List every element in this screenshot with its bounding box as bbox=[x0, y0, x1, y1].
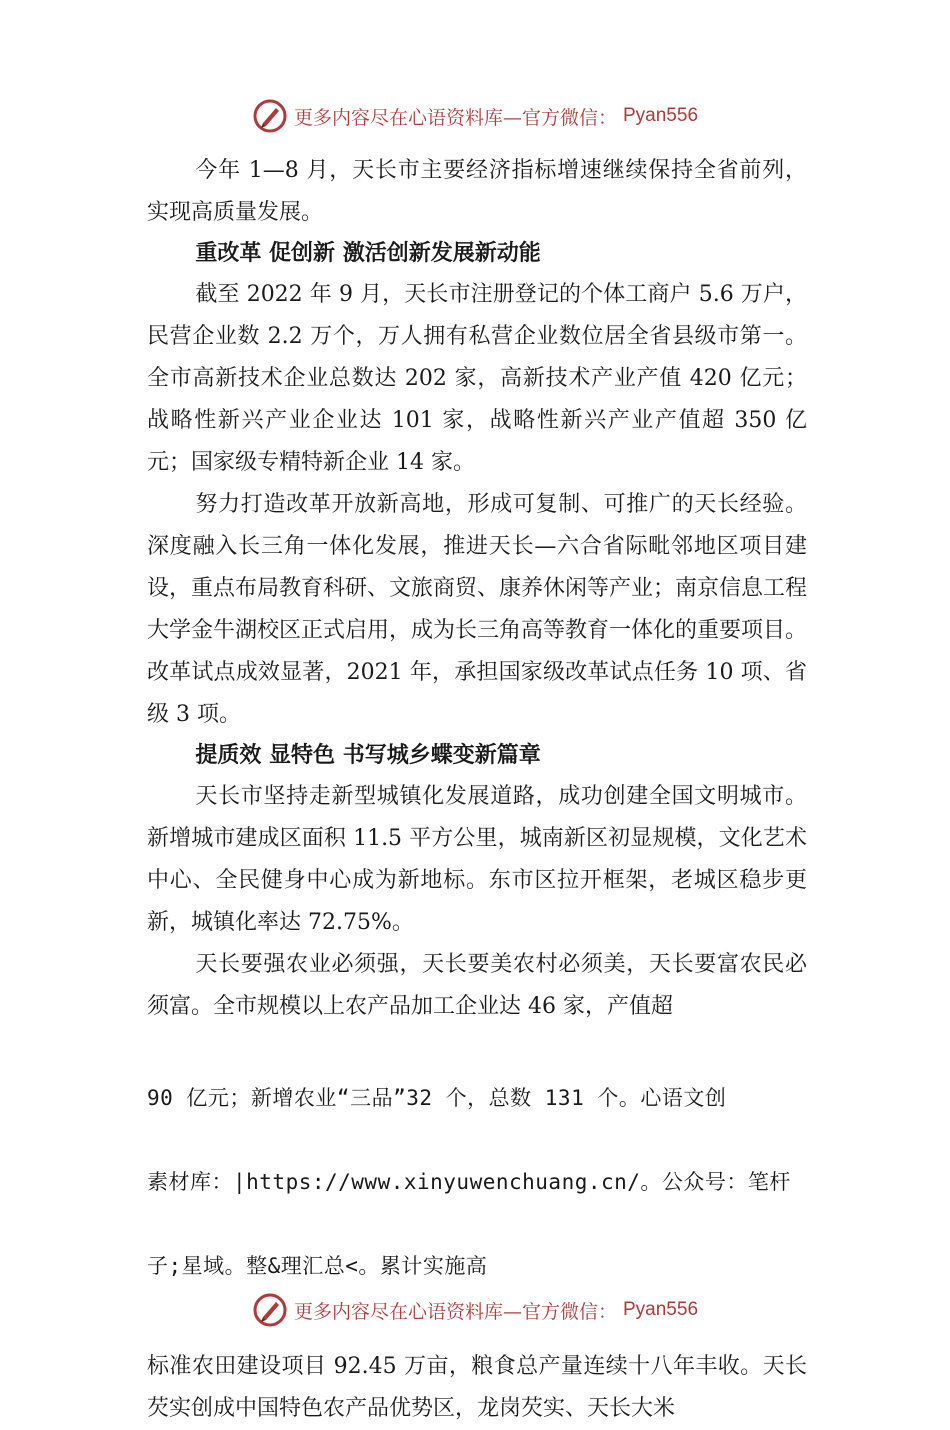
pen-circle-logo-icon bbox=[252, 98, 288, 134]
paragraph-intro: 今年 1—8 月，天长市主要经济指标增速继续保持全省前列，实现高质量发展。 bbox=[147, 158, 807, 225]
paragraph-agriculture: 天长要强农业必须强，天长要美农村必须美，天长要富农民必须富。全市规模以上农产品加工企业达 46 家，产值超 bbox=[147, 952, 807, 1019]
header-watermark-banner bbox=[0, 96, 950, 136]
banner-contact: Pyan556 bbox=[623, 1299, 699, 1320]
footer-watermark-banner bbox=[0, 1290, 950, 1330]
paragraph-opening-up: 努力打造改革开放新高地，形成可复制、可推广的天长经验。深度融入长三角一体化发展，推进天长—六合省际毗邻地区项目建设，重点布局教育科研、文旅商贸、康养休闲等产业；南京信息工程大学金牛湖校区正式启用，成为长三角高等教育一体化的重要项目。改革试点成效显著，2021 年，承担国家级改革试点任务 10 项、省级 3 项。 bbox=[147, 492, 808, 727]
banner-text: 更多内容尽在心语资料库—官方微信： bbox=[293, 1300, 617, 1323]
pen-circle-logo-icon bbox=[252, 1292, 288, 1328]
paragraph-urbanization: 天长市坚持走新型城镇化发展道路，成功创建全国文明城市。新增城市建成区面积 11.5 平方公里，城南新区初显规模，文化艺术中心、全民健身中心成为新地标。东市区拉开框架，老城区稳步更新，城镇化率达 72.75%。 bbox=[147, 784, 807, 935]
watermark-line-2: 素材库：|https://www.xinyuwenchuang.cn/。公众号：笔杆 bbox=[147, 1170, 791, 1194]
section-heading-reform: 重改革 促创新 激活创新发展新动能 bbox=[195, 241, 541, 266]
section-heading-quality: 提质效 显特色 书写城乡蝶变新篇章 bbox=[195, 743, 541, 768]
banner-contact: Pyan556 bbox=[623, 105, 699, 126]
banner-text: 更多内容尽在心语资料库—官方微信： bbox=[293, 106, 617, 129]
paragraph-farmland: 标准农田建设项目 92.45 万亩，粮食总产量连续十八年丰收。天长芡实创成中国特色农产品优势区，龙岗芡实、天长大米 bbox=[147, 1354, 807, 1421]
watermark-line-1: 90 亿元；新增农业“三品”32 个，总数 131 个。心语文创 bbox=[147, 1086, 727, 1110]
document-body bbox=[147, 150, 807, 1430]
watermark-line-3: 子;星域。整&理汇总<。累计实施高 bbox=[147, 1254, 488, 1278]
paragraph-enterprises: 截至 2022 年 9 月，天长市注册登记的个体工商户 5.6 万户，民营企业数 2.2 万个，万人拥有私营企业数位居全省县级市第一。全市高新技术企业总数达 202 家，高新技术产业产值 420 亿元；战略性新兴产业企业达 101 家，战略性新兴产业产值超 350 亿元；国家级专精特新企业 14 家。 bbox=[147, 282, 807, 475]
